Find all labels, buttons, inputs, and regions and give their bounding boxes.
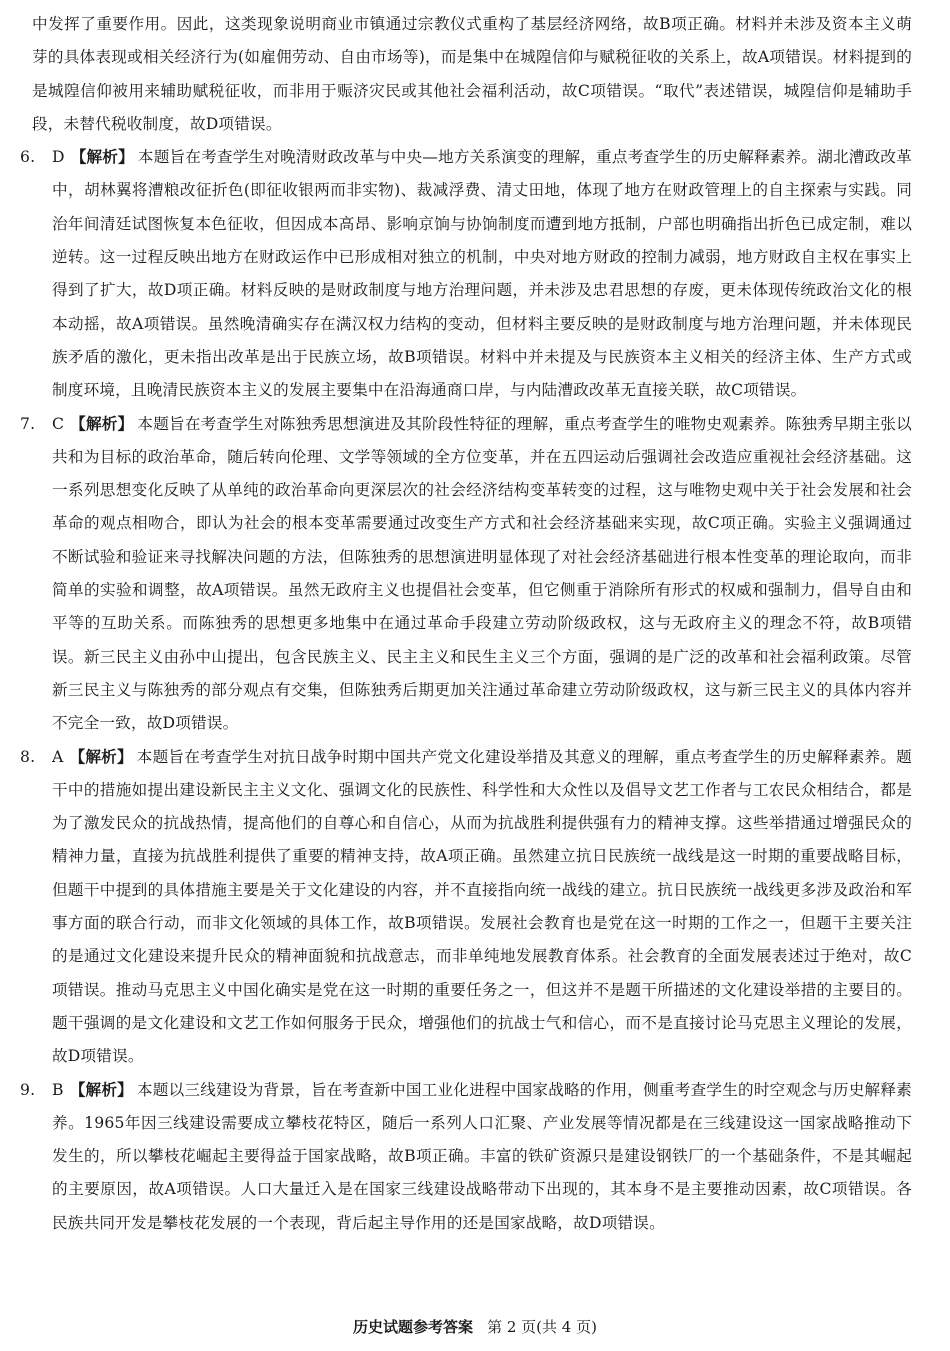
footer-title: 历史试题参考答案	[353, 1318, 474, 1336]
page-number: 第 2 页(共 4 页)	[487, 1318, 597, 1336]
item-number: 8.	[20, 747, 36, 766]
analysis-text: 本题旨在考查学生对晚清财政改革与中央—地方关系演变的理解，重点考查学生的历史解释素养。湖北漕政改革中，胡林翼将漕粮改征折色(即征收银两而非实物)、裁减浮费、清丈田地，体现了地方在财政管理上的自主探索与实践。同治年间清廷试图恢复本色征收，但因成本高昂、影响京饷与协饷制度而遭到地方抵制，户部也明确指出折色已成定制，难以逆转。这一过程反映出地方在财政运作中已形成相对独立的机制，中央对地方财政的控制力减弱，地方财政自主权在事实上得到了扩大，故D项正确。材料反映的是财政制度与地方治理问题，并未涉及忠君思想的存废，更未体现传统政治文化的根本动摇，故A项错误。虽然晚清确实存在满汉权力结构的变动，但材料主要反映的是财政制度与地方治理问题，并未体现民族矛盾的激化，更未指出改革是出于民族立场，故B项错误。材料中并未提及与民族资本主义相关的经济主体、生产方式或制度环境，且晚清民族资本主义的发展主要集中在沿海通商口岸，与内陆漕政改革无直接关联，故C项错误。	[52, 148, 912, 400]
analysis-tag: 【解析】	[70, 414, 134, 433]
item-number: 6.	[20, 148, 36, 167]
page-content	[20, 8, 912, 1240]
analysis-text: 本题旨在考查学生对陈独秀思想演进及其阶段性特征的理解，重点考查学生的唯物史观素养。陈独秀早期主张以共和为目标的政治革命，随后转向伦理、文学等领域的全方位变革，并在五四运动后强调社会改造应重视社会经济基础。这一系列思想变化反映了从单纯的政治革命向更深层次的社会经济结构变革转变的过程，这与唯物史观中关于社会发展和社会革命的观点相吻合，即认为社会的根本变革需要通过改变生产方式和社会经济基础来实现，故C项正确。实验主义强调通过不断试验和验证来寻找解决问题的方法，但陈独秀的思想演进明显体现了对社会经济基础进行根本性变革的理论取向，而非简单的实验和调整，故A项错误。虽然无政府主义也提倡社会变革，但它侧重于消除所有形式的权威和强制力，倡导自由和平等的互助关系。而陈独秀的思想更多地集中在通过革命手段建立劳动阶级政权，这与无政府主义的理念不符，故B项错误。新三民主义由孙中山提出，包含民族主义、民主主义和民生主义三个方面，强调的是广泛的改革和社会福利政策。尽管新三民主义与陈独秀的部分观点有交集，但陈独秀后期更加关注通过革命建立劳动阶级政权，这与新三民主义的具体内容并不完全一致，故D项错误。	[52, 414, 912, 733]
analysis-tag: 【解析】	[69, 747, 133, 766]
analysis-tag: 【解析】	[70, 148, 134, 167]
item-number: 9.	[20, 1080, 36, 1099]
answer-letter: B	[52, 1080, 64, 1099]
answer-item-9	[20, 1074, 912, 1240]
item-number: 7.	[20, 414, 36, 433]
analysis-tag: 【解析】	[69, 1080, 133, 1099]
page-footer	[0, 1316, 950, 1337]
analysis-text: 本题以三线建设为背景，旨在考查新中国工业化进程中国家战略的作用，侧重考查学生的时空观念与历史解释素养。1965年因三线建设需要成立攀枝花特区，随后一系列人口汇聚、产业发展等情况都是在三线建设这一国家战略推动下发生的，所以攀枝花崛起主要得益于国家战略，故B项正确。丰富的铁矿资源只是建设钢铁厂的一个基础条件，不是其崛起的主要原因，故A项错误。人口大量迁入是在国家三线建设战略带动下出现的，其本身不是主要推动因素，故C项错误。各民族共同开发是攀枝花发展的一个表现，背后起主导作用的还是国家战略，故D项错误。	[52, 1080, 912, 1232]
answer-item-6	[20, 141, 912, 407]
analysis-text: 本题旨在考查学生对抗日战争时期中国共产党文化建设举措及其意义的理解，重点考查学生的历史解释素养。题干中的措施如提出建设新民主主义文化、强调文化的民族性、科学性和大众性以及倡导文艺工作者与工农民众相结合，都是为了激发民众的抗战热情，提高他们的自尊心和自信心，从而为抗战胜利提供强有力的精神支撑。这些举措通过增强民众的精神力量，直接为抗战胜利提供了重要的精神支持，故A项正确。虽然建立抗日民族统一战线是这一时期的重要战略目标，但题干中提到的具体措施主要是关于文化建设的内容，并不直接指向统一战线的建立。抗日民族统一战线更多涉及政治和军事方面的联合行动，而非文化领域的具体工作，故B项错误。发展社会教育也是党在这一时期的工作之一，但题干主要关注的是通过文化建设来提升民众的精神面貌和抗战意志，而非单纯地发展教育体系。社会教育的全面发展表述过于绝对，故C项错误。推动马克思主义中国化确实是党在这一时期的重要任务之一，但这并不是题干所描述的文化建设举措的主要目的。题干强调的是文化建设和文艺工作如何服务于民众，增强他们的抗战士气和信心，而不是直接讨论马克思主义理论的发展，故D项错误。	[52, 747, 912, 1066]
answer-letter: C	[52, 414, 65, 433]
answer-item-7	[20, 408, 912, 741]
answer-letter: D	[52, 148, 65, 167]
answer-item-8	[20, 741, 912, 1074]
answer-letter: A	[52, 747, 64, 766]
continuation-paragraph: 中发挥了重要作用。因此，这类现象说明商业市镇通过宗教仪式重构了基层经济网络，故B项正确。材料并未涉及资本主义萌芽的具体表现或相关经济行为(如雇佣劳动、自由市场等)，而是集中在城隍信仰与赋税征收的关系上，故A项错误。材料提到的是城隍信仰被用来辅助赋税征收，而非用于赈济灾民或其他社会福利活动，故C项错误。“取代”表述错误，城隍信仰是辅助手段，未替代税收制度，故D项错误。	[32, 15, 912, 133]
